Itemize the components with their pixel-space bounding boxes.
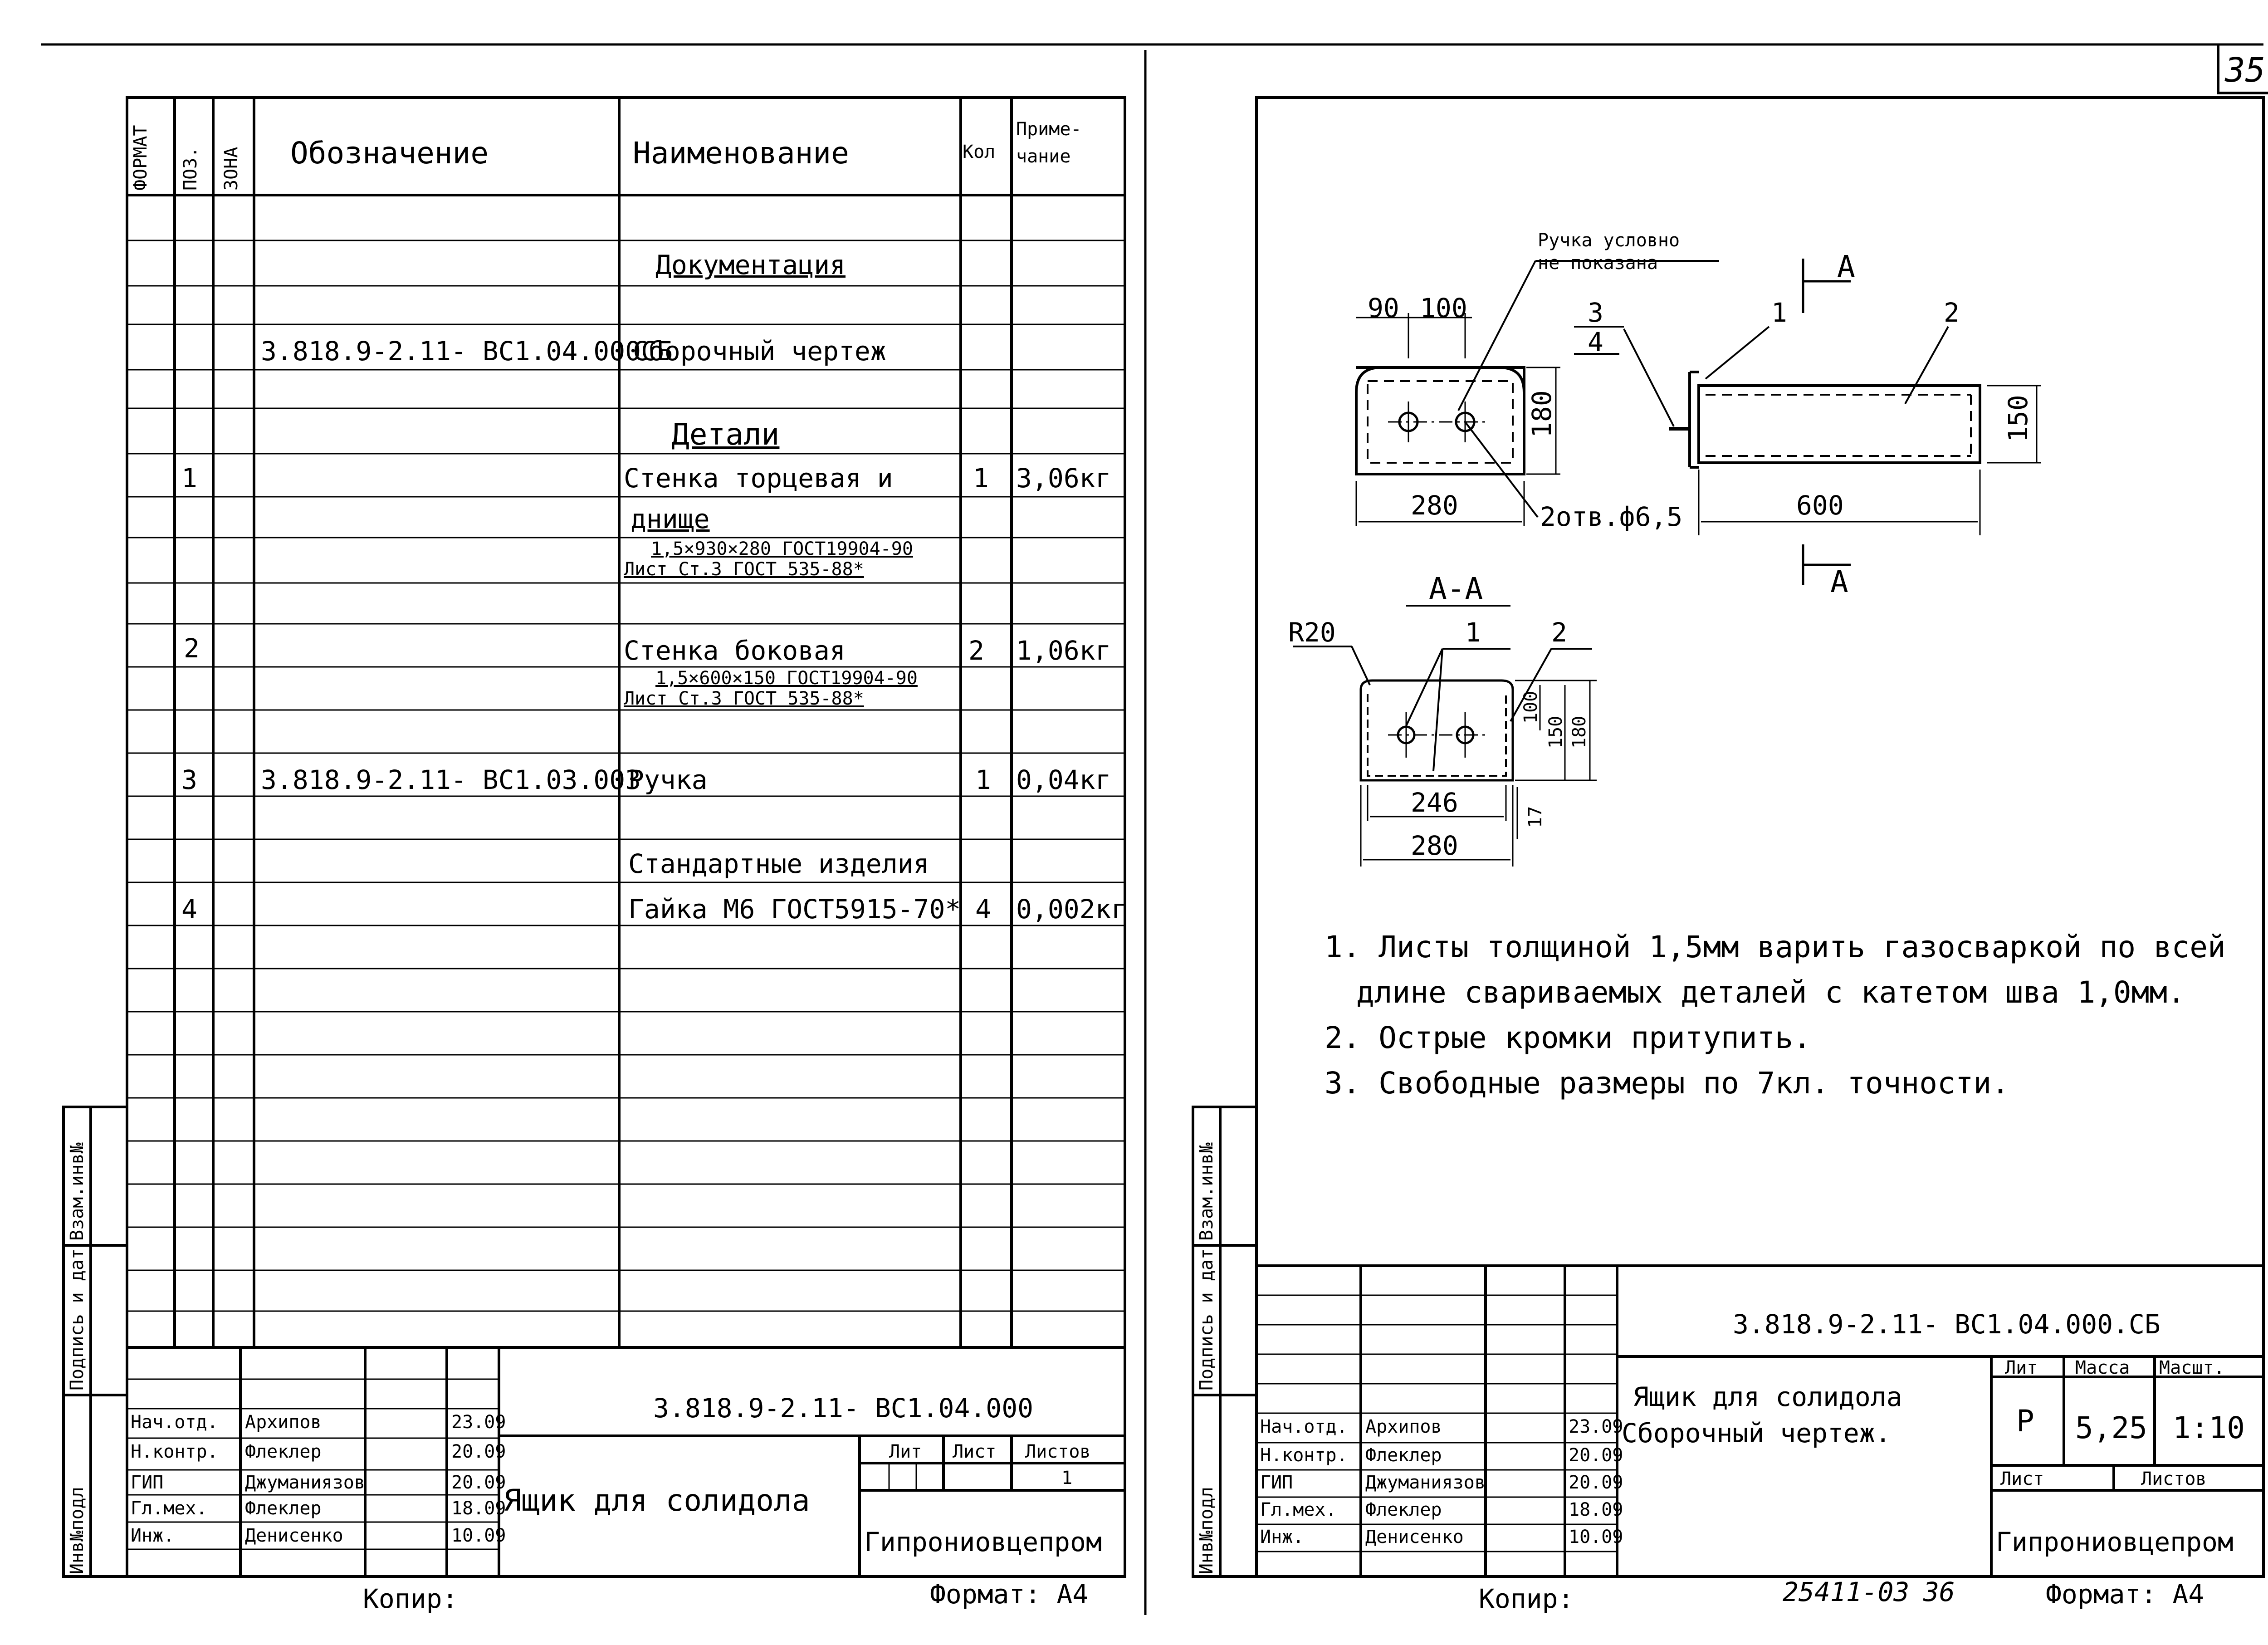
dim-r20: R20 xyxy=(1288,617,1336,648)
part-4-note: 0,002кг xyxy=(1016,894,1127,925)
person-2-role: Н.контр. xyxy=(131,1441,218,1462)
dim-280: 280 xyxy=(1411,490,1458,521)
title-mass-label: Масса xyxy=(2075,1357,2130,1378)
section-dim-180: 180 xyxy=(1569,715,1590,749)
title-scale-value: 1:10 xyxy=(2173,1410,2245,1445)
header-qty: Кол xyxy=(963,142,996,162)
handle-note-2: не показана xyxy=(1538,253,1658,274)
part-3-qty: 1 xyxy=(975,764,991,795)
part-2-name: Стенка боковая xyxy=(624,635,846,666)
person-r4-date: 18.09 xyxy=(1569,1499,1623,1520)
title-list-label: Лист xyxy=(953,1441,997,1462)
person-1-role: Нач.отд. xyxy=(131,1412,218,1433)
leader-4: 4 xyxy=(1588,327,1603,357)
title-listov-label: Листов xyxy=(1025,1441,1091,1462)
header-designation: Обозначение xyxy=(290,136,489,171)
format-label-right: Формат: А4 xyxy=(2046,1579,2204,1610)
title-code-right: 3.818.9-2.11- ВС1.04.000.СБ xyxy=(1733,1309,2160,1340)
part-3-note: 0,04кг xyxy=(1016,764,1111,795)
note-2: 2. Острые кромки притупить. xyxy=(1325,1020,1811,1055)
header-zone: ЗОНА xyxy=(221,147,242,191)
archive-number: 25411-03 xyxy=(1783,1576,1910,1607)
stamp-inv: Инв№подл xyxy=(67,1487,88,1574)
archive-sheet: 36 xyxy=(1923,1576,1955,1607)
title-lit-value: Р xyxy=(2016,1404,2034,1439)
part-4-pos: 4 xyxy=(181,894,197,925)
leader-2: 2 xyxy=(1944,297,1960,328)
stamp-inv-right: Инв№подл xyxy=(1196,1487,1217,1574)
title-scale-label: Масшт. xyxy=(2159,1357,2225,1378)
title-mass-value: 5,25 xyxy=(2075,1410,2147,1445)
header-pos: ПОЗ. xyxy=(180,147,201,191)
stamp-podpis-right: Подпись и дат xyxy=(1196,1248,1217,1390)
person-2-name: Флеклер xyxy=(245,1441,322,1462)
section-standard: Стандартные изделия xyxy=(628,848,929,879)
title-org-right: Гипрониовцепром xyxy=(1996,1527,2234,1557)
part-2-note: 1,06кг xyxy=(1016,635,1111,666)
part-1-spec-2: Лист Ст.3 ГОСТ 535-88* xyxy=(624,559,864,580)
title-listov-value: 1 xyxy=(1061,1468,1073,1488)
person-r2-name: Флеклер xyxy=(1365,1445,1442,1466)
dim-600: 600 xyxy=(1796,490,1844,521)
stamp-podpis: Подпись и дат xyxy=(67,1248,88,1390)
title-lit-label: Лит xyxy=(889,1441,922,1462)
part-1-qty: 1 xyxy=(973,463,989,494)
header-note-2: чание xyxy=(1016,146,1071,167)
part-3-name: Ручка xyxy=(628,764,708,795)
part-2-qty: 2 xyxy=(968,635,984,666)
person-5-date: 10.09 xyxy=(451,1525,506,1546)
part-1-note: 3,06кг xyxy=(1016,463,1111,494)
part-1-name-2: днище xyxy=(631,504,710,534)
section-mark-bottom: А xyxy=(1830,564,1848,599)
dim-150: 150 xyxy=(2003,395,2033,442)
part-2-spec-1: 1,5×600×150 ГОСТ19904-90 xyxy=(655,668,918,689)
dim-90: 90 xyxy=(1368,293,1399,323)
dim-holes: 2отв.ф6,5 xyxy=(1540,501,1683,532)
doc-designation: 3.818.9-2.11- ВС1.04.000СБ xyxy=(261,336,673,367)
part-1-name: Стенка торцевая и xyxy=(624,463,893,494)
header-note-1: Приме- xyxy=(1016,119,1082,140)
note-3: 3. Свободные размеры по 7кл. точности. xyxy=(1325,1066,2009,1101)
part-2-spec-2: Лист Ст.3 ГОСТ 535-88* xyxy=(624,688,864,709)
section-dim-100: 100 xyxy=(1520,690,1541,724)
person-r2-date: 20.09 xyxy=(1569,1445,1623,1466)
title-lit-label-right: Лит xyxy=(2005,1357,2038,1378)
person-r4-name: Флеклер xyxy=(1365,1499,1442,1520)
person-4-name: Флеклер xyxy=(245,1498,322,1519)
title-code: 3.818.9-2.11- ВС1.04.000 xyxy=(653,1393,1034,1424)
title-name-right-2: Сборочный чертеж. xyxy=(1622,1418,1891,1449)
person-1-name: Архипов xyxy=(245,1412,322,1433)
section-leader-1: 1 xyxy=(1465,617,1481,648)
title-name-right-1: Ящик для солидола xyxy=(1633,1381,1902,1412)
person-r4-role: Гл.мех. xyxy=(1260,1499,1337,1520)
copy-label: Копир: xyxy=(363,1583,458,1614)
section-parts: Детали xyxy=(671,417,780,452)
part-4-name: Гайка М6 ГОСТ5915-70* xyxy=(628,894,961,925)
title-name: Ящик для солидола xyxy=(503,1483,810,1518)
section-dim-17: 17 xyxy=(1525,806,1546,828)
title-listov-label-right: Листов xyxy=(2141,1469,2207,1489)
section-documentation: Документация xyxy=(655,250,846,280)
person-3-name: Джуманиязов xyxy=(245,1472,365,1493)
section-dim-150: 150 xyxy=(1545,715,1566,749)
part-1-spec-1: 1,5×930×280 ГОСТ19904-90 xyxy=(651,539,913,559)
note-1-cont: длине свариваемых деталей с катетом шва 1,0мм. xyxy=(1356,975,2185,1010)
title-list-label-right: Лист xyxy=(2000,1469,2044,1489)
person-r5-date: 10.09 xyxy=(1569,1527,1623,1547)
dim-100: 100 xyxy=(1420,293,1467,323)
part-4-qty: 4 xyxy=(975,894,991,925)
header-format: ФОРМАТ xyxy=(130,125,151,191)
page-number: 35 xyxy=(2225,51,2266,90)
part-3-pos: 3 xyxy=(181,764,197,795)
person-r5-role: Инж. xyxy=(1260,1527,1304,1547)
part-3-designation: 3.818.9-2.11- ВС1.03.003 xyxy=(261,764,641,795)
format-label: Формат: А4 xyxy=(930,1579,1089,1610)
section-title: А-А xyxy=(1429,571,1483,606)
part-1-pos: 1 xyxy=(181,463,197,494)
person-4-date: 18.09 xyxy=(451,1498,506,1519)
person-4-role: Гл.мех. xyxy=(131,1498,207,1519)
leader-1: 1 xyxy=(1771,297,1787,328)
person-3-role: ГИП xyxy=(131,1472,164,1493)
person-5-role: Инж. xyxy=(131,1525,175,1546)
title-org: Гипрониовцепром xyxy=(864,1527,1102,1557)
person-r3-name: Джуманиязов xyxy=(1365,1472,1486,1493)
doc-name: Сборочный чертеж xyxy=(633,336,886,367)
person-r3-role: ГИП xyxy=(1260,1472,1293,1493)
person-r1-date: 23.09 xyxy=(1569,1416,1623,1437)
section-dim-280: 280 xyxy=(1411,830,1458,861)
person-3-date: 20.09 xyxy=(451,1472,506,1493)
part-2-pos: 2 xyxy=(184,633,200,664)
stamp-vzam-right: Взам.инв№ xyxy=(1196,1142,1217,1241)
leader-3: 3 xyxy=(1588,297,1603,328)
person-r3-date: 20.09 xyxy=(1569,1472,1623,1493)
person-r1-role: Нач.отд. xyxy=(1260,1416,1348,1437)
note-1: 1. Листы толщиной 1,5мм варить газосваркой по всей xyxy=(1325,930,2226,964)
stamp-vzam: Взам.инв№ xyxy=(67,1142,88,1241)
person-2-date: 20.09 xyxy=(451,1441,506,1462)
person-5-name: Денисенко xyxy=(245,1525,343,1546)
handle-note-1: Ручка условно xyxy=(1538,230,1680,251)
person-1-date: 23.09 xyxy=(451,1412,506,1433)
section-leader-2: 2 xyxy=(1551,617,1567,648)
person-r1-name: Архипов xyxy=(1365,1416,1442,1437)
person-r2-role: Н.контр. xyxy=(1260,1445,1348,1466)
section-mark-top: А xyxy=(1837,249,1855,284)
person-r5-name: Денисенко xyxy=(1365,1527,1464,1547)
copy-label-right: Копир: xyxy=(1479,1583,1574,1614)
dim-180: 180 xyxy=(1526,390,1557,438)
header-name: Наименование xyxy=(633,136,849,171)
section-dim-246: 246 xyxy=(1411,787,1458,818)
